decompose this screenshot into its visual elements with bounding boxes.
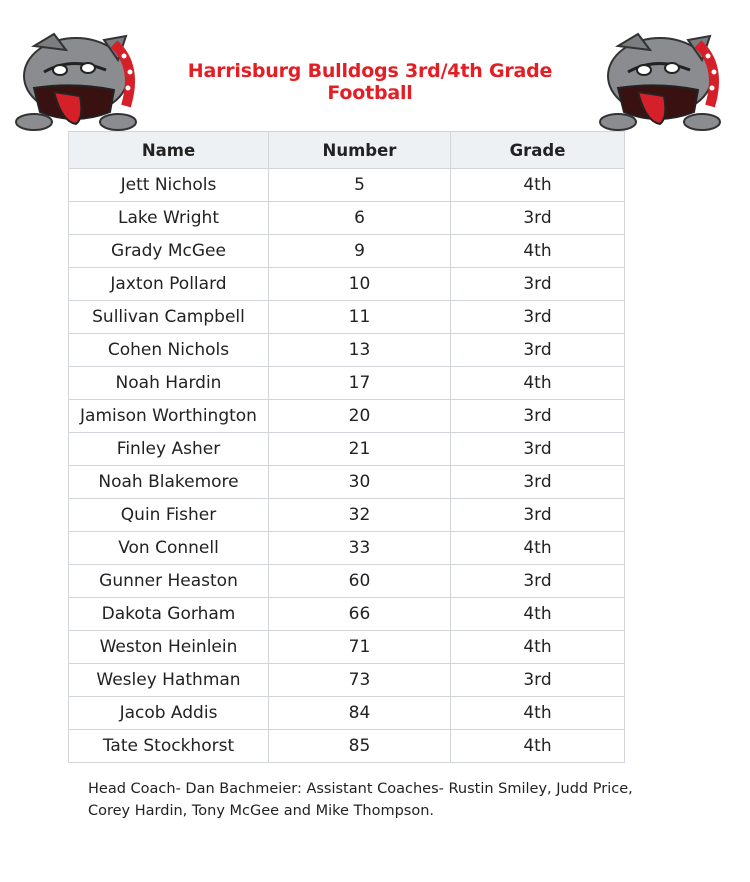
player-number: 73 — [269, 664, 451, 697]
player-grade: 3rd — [451, 433, 625, 466]
bulldog-mascot-right-icon — [598, 26, 728, 132]
player-name: Quin Fisher — [69, 499, 269, 532]
player-number: 32 — [269, 499, 451, 532]
player-number: 9 — [269, 235, 451, 268]
table-row — [69, 301, 625, 334]
player-grade: 3rd — [451, 202, 625, 235]
table-row — [69, 598, 625, 631]
player-number: 5 — [269, 169, 451, 202]
player-grade: 3rd — [451, 268, 625, 301]
table-row — [69, 433, 625, 466]
table-row — [69, 169, 625, 202]
table-row — [69, 202, 625, 235]
player-name: Lake Wright — [69, 202, 269, 235]
player-name: Jacob Addis — [69, 697, 269, 730]
player-grade: 3rd — [451, 400, 625, 433]
player-name: Von Connell — [69, 532, 269, 565]
player-number: 11 — [269, 301, 451, 334]
player-number: 66 — [269, 598, 451, 631]
player-grade: 4th — [451, 730, 625, 763]
player-name: Noah Blakemore — [69, 466, 269, 499]
player-name: Jamison Worthington — [69, 400, 269, 433]
roster-body — [69, 169, 625, 763]
player-number: 17 — [269, 367, 451, 400]
roster-table — [68, 131, 625, 763]
player-name: Cohen Nichols — [69, 334, 269, 367]
player-grade: 3rd — [451, 565, 625, 598]
player-number: 84 — [269, 697, 451, 730]
player-name: Sullivan Campbell — [69, 301, 269, 334]
player-name: Tate Stockhorst — [69, 730, 269, 763]
player-number: 21 — [269, 433, 451, 466]
player-number: 20 — [269, 400, 451, 433]
table-row — [69, 466, 625, 499]
table-row — [69, 400, 625, 433]
player-grade: 3rd — [451, 664, 625, 697]
table-row — [69, 730, 625, 763]
player-grade: 3rd — [451, 466, 625, 499]
player-number: 33 — [269, 532, 451, 565]
player-grade: 4th — [451, 697, 625, 730]
table-row — [69, 367, 625, 400]
player-number: 71 — [269, 631, 451, 664]
player-grade: 3rd — [451, 301, 625, 334]
page-title: Harrisburg Bulldogs 3rd/4th Grade Football — [187, 60, 553, 104]
player-name: Jett Nichols — [69, 169, 269, 202]
player-name: Dakota Gorham — [69, 598, 269, 631]
table-row — [69, 565, 625, 598]
player-name: Noah Hardin — [69, 367, 269, 400]
player-name: Wesley Hathman — [69, 664, 269, 697]
player-name: Grady McGee — [69, 235, 269, 268]
player-grade: 3rd — [451, 334, 625, 367]
player-name: Gunner Heaston — [69, 565, 269, 598]
player-grade: 4th — [451, 598, 625, 631]
table-row — [69, 664, 625, 697]
player-number: 6 — [269, 202, 451, 235]
table-row — [69, 532, 625, 565]
table-row — [69, 697, 625, 730]
header-grade: Grade — [451, 132, 625, 169]
player-grade: 4th — [451, 631, 625, 664]
header-name: Name — [69, 132, 269, 169]
player-number: 13 — [269, 334, 451, 367]
player-number: 10 — [269, 268, 451, 301]
player-grade: 4th — [451, 532, 625, 565]
table-row — [69, 499, 625, 532]
player-grade: 4th — [451, 235, 625, 268]
player-grade: 3rd — [451, 499, 625, 532]
table-row — [69, 268, 625, 301]
bulldog-mascot-left-icon — [14, 26, 144, 132]
player-name: Weston Heinlein — [69, 631, 269, 664]
table-row — [69, 334, 625, 367]
header-number: Number — [269, 132, 451, 169]
player-number: 85 — [269, 730, 451, 763]
player-number: 60 — [269, 565, 451, 598]
player-name: Finley Asher — [69, 433, 269, 466]
player-name: Jaxton Pollard — [69, 268, 269, 301]
coaches-note: Head Coach- Dan Bachmeier: Assistant Coaches- Rustin Smiley, Judd Price, Corey Hardin, Tony McGee and Mike Thompson. — [88, 781, 633, 819]
player-grade: 4th — [451, 367, 625, 400]
table-row — [69, 631, 625, 664]
player-grade: 4th — [451, 169, 625, 202]
player-number: 30 — [269, 466, 451, 499]
table-header-row — [69, 132, 625, 169]
table-row — [69, 235, 625, 268]
